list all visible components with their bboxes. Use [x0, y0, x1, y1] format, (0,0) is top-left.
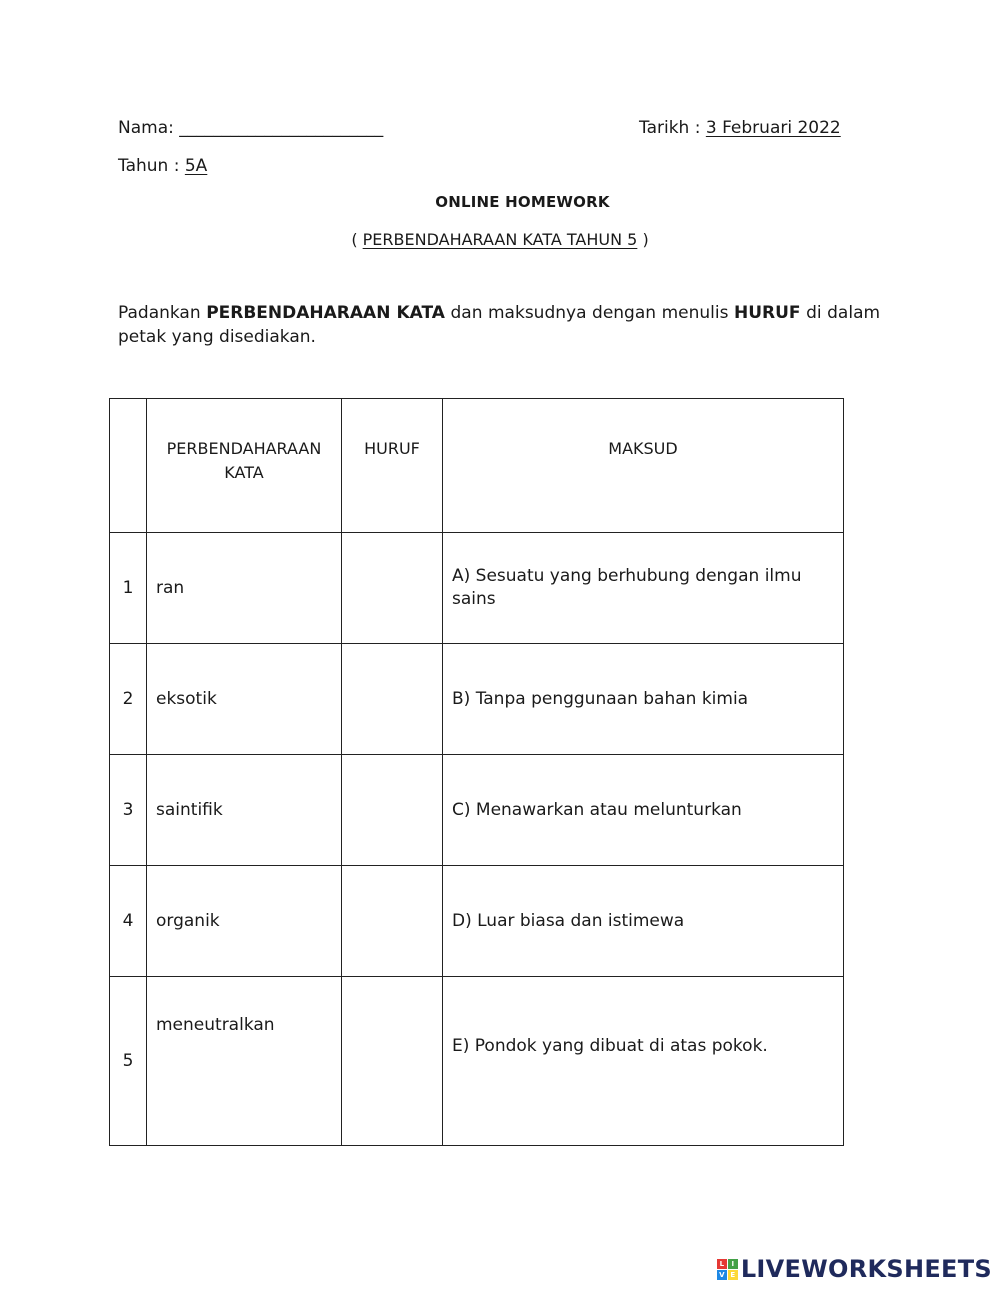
page-subtitle: [0, 230, 1000, 249]
row-word: ran: [147, 533, 342, 644]
row-word: saintifik: [147, 755, 342, 866]
tarikh-field: [639, 118, 841, 138]
row-number: 5: [110, 977, 147, 1146]
subtitle-text: PERBENDAHARAAN KATA TAHUN 5: [362, 230, 638, 249]
liveworksheets-logo: [717, 1255, 992, 1283]
nama-label: Nama:: [118, 118, 174, 138]
row-maksud: E) Pondok yang dibuat di atas pokok.: [443, 977, 844, 1146]
header-word: PERBENDAHARAAN KATA: [147, 399, 342, 533]
row-word: eksotik: [147, 644, 342, 755]
instruction-bold-1: PERBENDAHARAAN KATA: [206, 303, 445, 323]
vocabulary-table: [109, 398, 844, 1146]
huruf-answer-box[interactable]: [342, 977, 443, 1146]
tahun-value: 5A: [184, 156, 208, 176]
row-number: 1: [110, 533, 147, 644]
row-maksud: C) Menawarkan atau melunturkan: [443, 755, 844, 866]
logo-block-l: L: [717, 1259, 727, 1269]
table-row: [110, 977, 844, 1146]
tahun-field: [118, 156, 207, 176]
instruction-text-1: Padankan: [118, 303, 201, 323]
nama-blank[interactable]: ________________________: [179, 118, 384, 138]
header-huruf: HURUF: [342, 399, 443, 533]
logo-block-v: V: [717, 1270, 727, 1280]
logo-blocks-icon: [717, 1259, 738, 1280]
tahun-label: Tahun :: [118, 156, 180, 176]
brand-name: LIVEWORKSHEETS: [740, 1255, 992, 1283]
row-maksud: D) Luar biasa dan istimewa: [443, 866, 844, 977]
instruction-text-3: di dalam petak yang disediakan.: [118, 303, 881, 347]
subtitle-open: (: [351, 230, 358, 249]
row-maksud: B) Tanpa penggunaan bahan kimia: [443, 644, 844, 755]
row-word: organik: [147, 866, 342, 977]
subtitle-close: ): [642, 230, 649, 249]
row-number: 2: [110, 644, 147, 755]
header-no: [110, 399, 147, 533]
table-row: [110, 866, 844, 977]
page-title: ONLINE HOMEWORK: [435, 193, 610, 211]
table-header-row: [110, 399, 844, 533]
instruction-bold-2: HURUF: [734, 303, 801, 323]
huruf-answer-box[interactable]: [342, 866, 443, 977]
huruf-answer-box[interactable]: [342, 533, 443, 644]
table-row: [110, 533, 844, 644]
huruf-answer-box[interactable]: [342, 755, 443, 866]
header-maksud: MAKSUD: [443, 399, 844, 533]
tarikh-value: 3 Februari 2022: [705, 118, 841, 138]
huruf-answer-box[interactable]: [342, 644, 443, 755]
instruction: [118, 301, 880, 349]
tarikh-label: Tarikh :: [639, 118, 701, 138]
row-number: 3: [110, 755, 147, 866]
table-row: [110, 644, 844, 755]
row-number: 4: [110, 866, 147, 977]
nama-field: [118, 118, 383, 138]
instruction-text-2: dan maksudnya dengan menulis: [450, 303, 729, 323]
table-row: [110, 755, 844, 866]
logo-block-e: E: [728, 1270, 738, 1280]
row-maksud: A) Sesuatu yang berhubung dengan ilmu sains: [443, 533, 844, 644]
row-word: meneutralkan: [147, 977, 342, 1146]
logo-block-i: I: [728, 1259, 738, 1269]
